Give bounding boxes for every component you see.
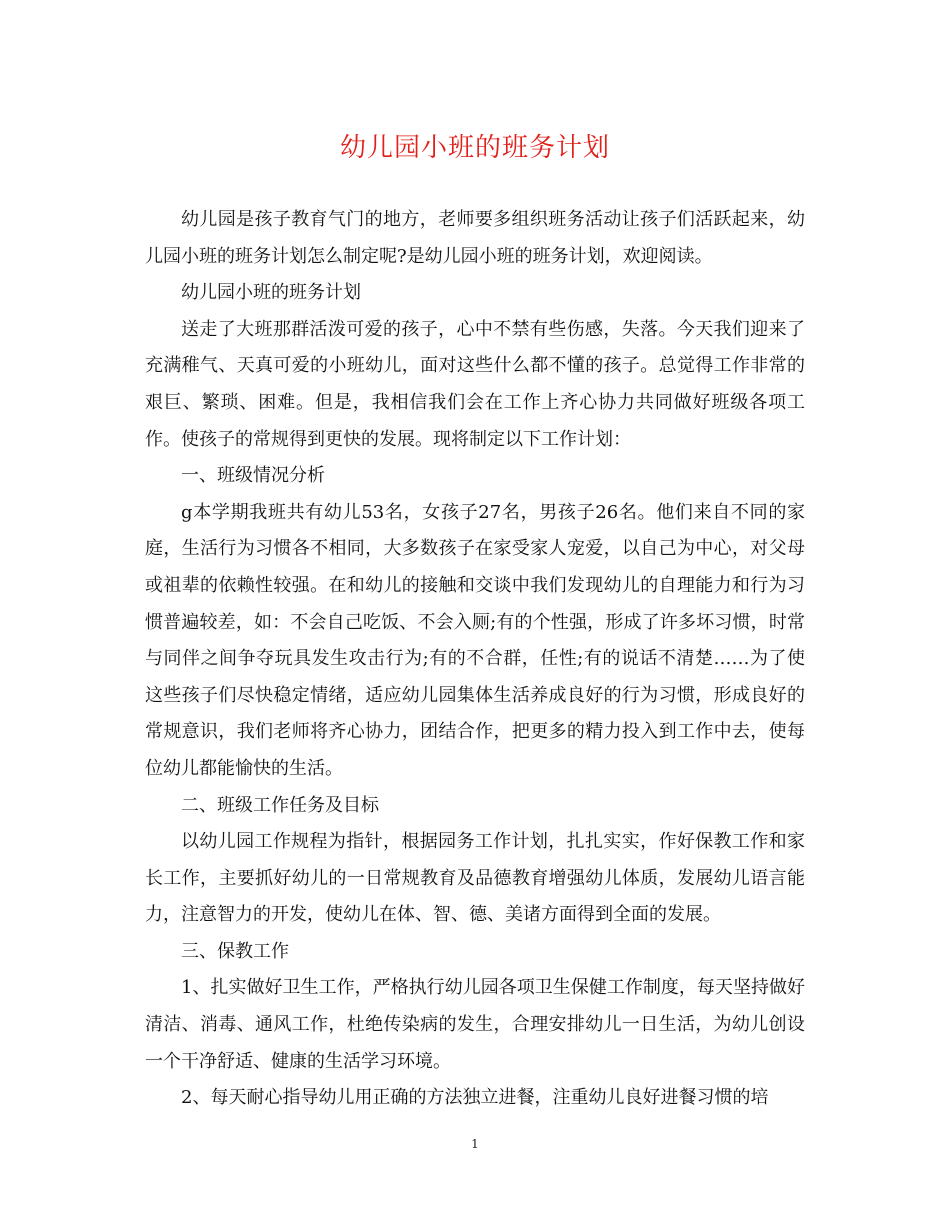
class-analysis-paragraph: g本学期我班共有幼儿53名，女孩子27名，男孩子26名。他们来自不同的家庭，生活行为习惯各不相同，大多数孩子在家受家人宠爱，以自己为中心，对父母或祖辈的依赖性较强。在和幼儿的接触和交谈中我们发现幼儿的自理能力和行为习惯普遍较差，如：不会自己吃饭、不会入厕;有的个性强，形成了许多坏习惯，时常与同伴之间争夺玩具发生攻击行为;有的不合群，任性;有的说话不清楚……为了使这些孩子们尽快稳定情绪，适应幼儿园集体生活养成良好的行为习惯，形成良好的常规意识，我们老师将齐心协力，团结合作，把更多的精力投入到工作中去，使每位幼儿都能愉快的生活。 [145,501,805,779]
intro-paragraph: 幼儿园是孩子教育气门的地方，老师要多组织班务活动让孩子们活跃起来，幼儿园小班的班务计划怎么制定呢?是幼儿园小班的班务计划，欢迎阅读。 [145,209,805,267]
document-title: 幼儿园小班的班务计划 [339,133,610,163]
care-item-2: 2、每天耐心指导幼儿用正确的方法独立进餐，注重幼儿良好进餐习惯的培 [181,1087,769,1109]
section-heading-2: 二、班级工作任务及目标 [181,794,379,816]
section-heading-1: 一、班级情况分析 [181,465,325,487]
care-item-1: 1、扎实做好卫生工作，严格执行幼儿园各项卫生保健工作制度，每天坚持做好清洁、消毒、通风工作，杜绝传染病的发生，合理安排幼儿一日生活，为幼儿创设一个干净舒适、健康的生活学习环境。 [145,977,805,1072]
tasks-goals-paragraph: 以幼儿园工作规程为指针，根据园务工作计划，扎扎实实，作好保教工作和家长工作，主要抓好幼儿的一日常规教育及品德教育增强幼儿体质，发展幼儿语言能力，注意智力的开发，使幼儿在体、智、德、美诸方面得到全面的发展。 [145,831,805,926]
document-body [145,202,805,1117]
page-number: 1 [471,1137,479,1151]
opening-paragraph: 送走了大班那群活泼可爱的孩子，心中不禁有些伤感，失落。今天我们迎来了充满稚气、天真可爱的小班幼儿，面对这些什么都不懂的孩子。总觉得工作非常的艰巨、繁琐、困难。但是，我相信我们会在工作上齐心协力共同做好班级各项工作。使孩子的常规得到更快的发展。现将制定以下工作计划： [145,318,805,450]
section-heading-3: 三、保教工作 [181,940,289,962]
subtitle-paragraph: 幼儿园小班的班务计划 [181,282,361,304]
